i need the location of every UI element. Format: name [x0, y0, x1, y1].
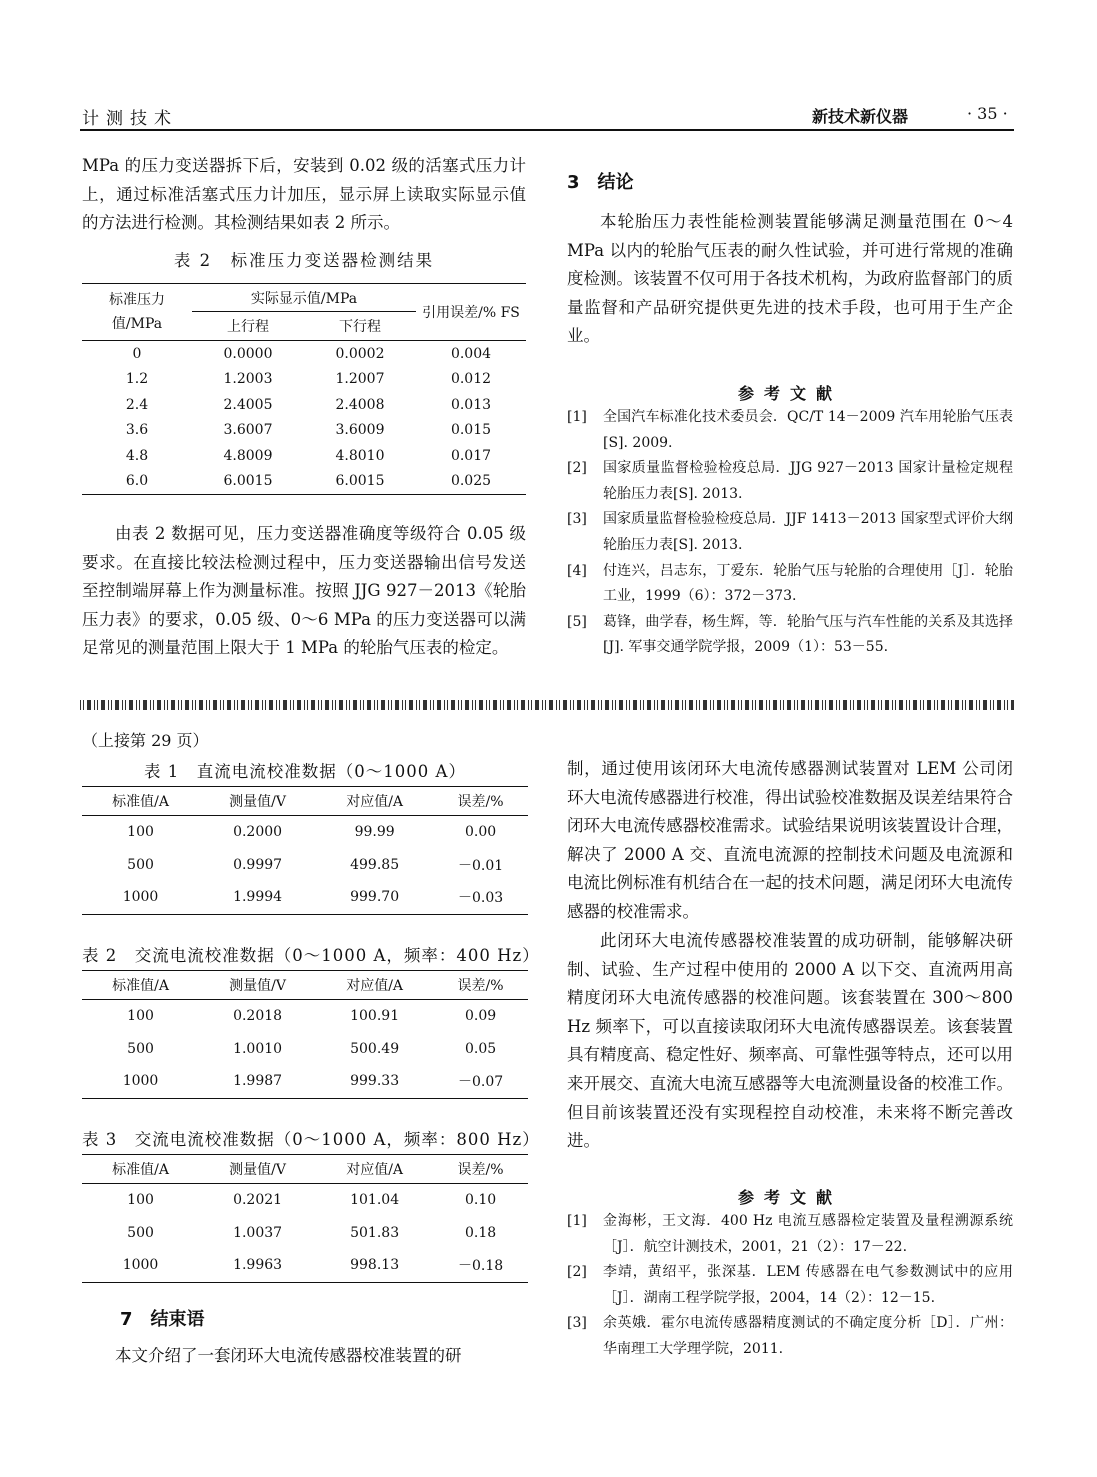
continued-note: （上接第 29 页） — [82, 731, 209, 750]
reference-item — [567, 610, 1013, 661]
table-header-cell: 测量值/V — [199, 787, 316, 816]
reference-number: [2] — [567, 1264, 587, 1281]
table-cell: 0.0002 — [335, 345, 385, 362]
reference-number: [3] — [567, 511, 587, 528]
table-cell: 100 — [127, 1192, 154, 1209]
table-cell: 0.013 — [450, 396, 492, 413]
reference-number: [2] — [567, 460, 587, 477]
table-cell: 499.85 — [350, 856, 400, 873]
calibration-table — [82, 1154, 528, 1283]
table-cell: 2.4008 — [335, 396, 385, 413]
table-cell: 1.9994 — [233, 889, 283, 906]
reference-item — [567, 1260, 1013, 1311]
table-row — [82, 341, 526, 367]
table-header-cell: 测量值/V — [199, 1155, 316, 1184]
table-cell: 0.9997 — [233, 856, 283, 873]
table-cell: 1.9987 — [233, 1073, 283, 1090]
table-caption: 表 3 交流电流校准数据（0～1000 A，频率：800 Hz） — [82, 1130, 540, 1149]
closing-para-start: 本文介绍了一套闭环大电流传感器校准装置的研 — [115, 1346, 462, 1365]
table-cell: 0.004 — [450, 345, 492, 362]
journal-name: 计测技术 — [82, 109, 178, 129]
table-row — [82, 1184, 528, 1217]
table-cell: 1.2003 — [223, 371, 273, 388]
table-cell: －0.07 — [457, 1074, 504, 1091]
table-cell: 500 — [127, 1224, 154, 1241]
table-cell: 3.6 — [125, 422, 149, 439]
section-3-heading: 3 结论 — [567, 172, 634, 193]
table-cell: 999.33 — [350, 1073, 400, 1090]
table-cell: 1.9963 — [233, 1257, 283, 1274]
table-cell: 0 — [132, 345, 142, 362]
refs-list-top — [567, 405, 1013, 661]
table-cell: 4.8010 — [335, 447, 385, 464]
table-cell: 100 — [127, 1008, 154, 1025]
reference-item — [567, 405, 1013, 456]
reference-text: 国家质量监督检验检疫总局．JJF 1413－2013 国家型式评价大纲轮胎压力表[S]. 2013. — [603, 511, 1013, 553]
reference-text: 余英娥．霍尔电流传感器精度测试的不确定度分析［D］．广州：华南理工大学理学院，2011. — [603, 1315, 1013, 1357]
reference-item — [567, 456, 1013, 507]
calibration-table — [82, 786, 528, 915]
table-cell: 1000 — [122, 1073, 159, 1090]
table-cell: 101.04 — [350, 1192, 400, 1209]
table-row — [82, 1000, 528, 1033]
table-cell: 3.6007 — [223, 422, 273, 439]
table-header-cell: 标准值/A — [82, 787, 199, 816]
column-title: 新技术新仪器 — [812, 107, 909, 126]
table-cell: 500 — [127, 1040, 154, 1057]
table-cell: 0.18 — [464, 1224, 497, 1241]
table-header-cell: 标准值/A — [82, 971, 199, 1000]
table-header-cell: 对应值/A — [316, 971, 433, 1000]
table-cell: 3.6009 — [335, 422, 385, 439]
table-cell: 2.4 — [125, 396, 149, 413]
table-cell: －0.01 — [457, 857, 504, 874]
conclusion-para: 本轮胎压力表性能检测装置能够满足测量范围在 0～4 MPa 以内的轮胎气压表的耐久性试验，并可进行常规的准确度检测。该装置不仅可用于各技术机构，为政府监督部门的质量监督和产品研究提供更先进的技术手段，也可用于生产企业。 — [567, 212, 1013, 346]
table-caption: 表 2 交流电流校准数据（0～1000 A，频率：400 Hz） — [82, 946, 540, 965]
refs-heading-top: 参考文献 — [737, 384, 842, 403]
table-cell: 1.2 — [125, 371, 149, 388]
top-left-para2: 由表 2 数据可见，压力变送器准确度等级符合 0.05 级要求。在直接比较法检测过程中，压力变送器输出信号发送至控制端屏幕上作为测量标准。按照 JJG 927－2013《轮胎压力表》的要求，0.05 级、0～6 MPa 的压力变送器可以满足常见的测量范围上限大于 1 MPa 的轮胎气压表的检定。 — [82, 524, 526, 658]
table-cell: 0.017 — [450, 447, 492, 464]
table-cell: 0.025 — [450, 473, 492, 490]
table-cell: 0.10 — [464, 1192, 497, 1209]
table-cell: －0.03 — [457, 890, 504, 907]
table-header-cell: 误差/% — [433, 787, 528, 816]
table-header-cell: 测量值/V — [199, 971, 316, 1000]
refs-heading-bottom: 参考文献 — [737, 1188, 842, 1207]
table-row — [82, 816, 528, 849]
table-row — [82, 849, 528, 882]
reference-item — [567, 1209, 1013, 1260]
header-rule — [80, 129, 1014, 131]
table-cell: 1.0037 — [233, 1224, 283, 1241]
table-cell: 2.4005 — [223, 396, 273, 413]
th-down: 下行程 — [304, 312, 416, 341]
table-cell: 4.8009 — [223, 447, 273, 464]
table2-caption: 表 2 标准压力变送器检测结果 — [173, 251, 435, 270]
table-cell: 1000 — [122, 889, 159, 906]
reference-number: [5] — [567, 613, 587, 630]
table-header-row — [82, 971, 528, 1000]
bottom-right-para2: 此闭环大电流传感器校准装置的成功研制，能够解决研制、试验、生产过程中使用的 2000 A 以下交、直流两用高精度闭环大电流传感器的校准问题。该套装置在 300～800 Hz 频率下，可以直接读取闭环大电流传感器误差。该套装置具有精度高、稳定性好、频率高、可靠性强等特点，还可以用来开展交、直流大电流互感器等大电流测量设备的校准工作。但目前该装置还没有实现程控自动校准，未来将不断完善改进。 — [567, 931, 1013, 1151]
refs-list-bottom — [567, 1209, 1013, 1363]
reference-text: 金海彬，王文海．400 Hz 电流互感器检定装置及量程溯源系统［J］．航空计测技术，2001，21（2）：17－22. — [603, 1213, 1013, 1255]
table-cell: 0.00 — [464, 824, 497, 841]
table-header-cell: 标准值/A — [82, 1155, 199, 1184]
table-header-cell: 误差/% — [433, 971, 528, 1000]
reference-item — [567, 507, 1013, 558]
calibration-table — [82, 970, 528, 1099]
reference-text: 付连兴，吕志东，丁爱东．轮胎气压与轮胎的合理使用［J］．轮胎工业，1999（6）：372－373. — [603, 562, 1013, 605]
table-row — [82, 443, 526, 469]
table-row — [82, 881, 528, 914]
section-7-heading: 7 结束语 — [120, 1309, 205, 1330]
table-cell: 6.0 — [125, 473, 149, 490]
reference-number: [1] — [567, 409, 587, 425]
table-cell: 1.2007 — [335, 371, 385, 388]
table-row — [82, 1065, 528, 1098]
top-left-para1: MPa 的压力变送器拆下后，安装到 0.02 级的活塞式压力计上，通过标准活塞式压力计加压，显示屏上读取实际显示值的方法进行检测。其检测结果如表 2 所示。 — [82, 156, 526, 233]
table-cell: 1000 — [122, 1257, 159, 1274]
table-cell: 100.91 — [350, 1008, 400, 1025]
table-header-row — [82, 1155, 528, 1184]
table-cell: 6.0015 — [223, 473, 273, 490]
table-cell: 0.09 — [464, 1008, 497, 1025]
table-row — [82, 418, 526, 444]
table-header-cell: 对应值/A — [316, 1155, 433, 1184]
table-header-cell: 误差/% — [433, 1155, 528, 1184]
table-cell: 500.49 — [350, 1040, 400, 1057]
bottom-right-para1: 制，通过使用该闭环大电流传感器测试装置对 LEM 公司闭环大电流传感器进行校准，得出试验校准数据及误差结果符合闭环大电流传感器校准需求。试验结果说明该装置设计合理，解决了 2000 A 交、直流电流源的控制技术问题及电流源和电流比例标准有机结合在一起的技术问题，满足闭环大电流传感器的校准需求。 — [567, 759, 1013, 921]
pressure-table — [82, 283, 526, 495]
table-row — [82, 1033, 528, 1066]
table-cell: 6.0015 — [335, 473, 385, 490]
table-cell: 4.8 — [125, 447, 149, 464]
table-cell: 0.2000 — [233, 824, 283, 841]
table-caption: 表 1 直流电流校准数据（0～1000 A） — [144, 762, 466, 781]
th-actual: 实际显示值/MPa — [192, 284, 416, 312]
reference-number: [3] — [567, 1315, 587, 1332]
th-std: 标准压力 值/MPa — [82, 284, 192, 341]
section-divider — [80, 700, 1014, 710]
table-cell: 1.0010 — [233, 1040, 283, 1057]
reference-text: 全国汽车标准化技术委员会．QC/T 14－2009 汽车用轮胎气压表[S]. 2009. — [603, 409, 1013, 451]
table-cell: 501.83 — [350, 1224, 400, 1241]
table-cell: 500 — [127, 856, 154, 873]
table-cell: 999.70 — [350, 889, 400, 906]
reference-number: [4] — [567, 562, 587, 579]
th-up: 上行程 — [192, 312, 304, 341]
table-cell: 0.05 — [464, 1040, 497, 1057]
table-cell: 100 — [127, 824, 154, 841]
th-err: 引用误差/% FS — [416, 284, 526, 341]
table-cell: 0.2018 — [233, 1008, 283, 1025]
table-header-row — [82, 787, 528, 816]
table-row — [82, 469, 526, 495]
table-row — [82, 392, 526, 418]
table-row — [82, 367, 526, 393]
table-cell: 0.015 — [450, 422, 492, 439]
reference-item — [567, 1311, 1013, 1362]
table-cell: 0.2021 — [233, 1192, 283, 1209]
table-row — [82, 1217, 528, 1250]
table-cell: 998.13 — [350, 1257, 400, 1274]
table-cell: 0.012 — [450, 371, 492, 388]
reference-text: 葛锋，曲学春，杨生辉，等．轮胎气压与汽车性能的关系及其选择[J]. 军事交通学院学报，2009（1）：53－55. — [603, 613, 1013, 656]
table-header-cell: 对应值/A — [316, 787, 433, 816]
reference-text: 李靖，黄绍平，张深基．LEM 传感器在电气参数测试中的应用［J］．湖南工程学院学报，2004，14（2）：12－15. — [603, 1264, 1013, 1306]
table-cell: 99.99 — [354, 824, 395, 841]
reference-number: [1] — [567, 1213, 587, 1229]
table-cell: 0.0000 — [223, 345, 273, 362]
reference-item — [567, 559, 1013, 610]
page-number: · 35 · — [967, 104, 1008, 123]
table-cell: －0.18 — [457, 1258, 504, 1275]
reference-text: 国家质量监督检验检疫总局．JJG 927－2013 国家计量检定规程轮胎压力表[S]. 2013. — [603, 460, 1013, 502]
table-row — [82, 1249, 528, 1282]
